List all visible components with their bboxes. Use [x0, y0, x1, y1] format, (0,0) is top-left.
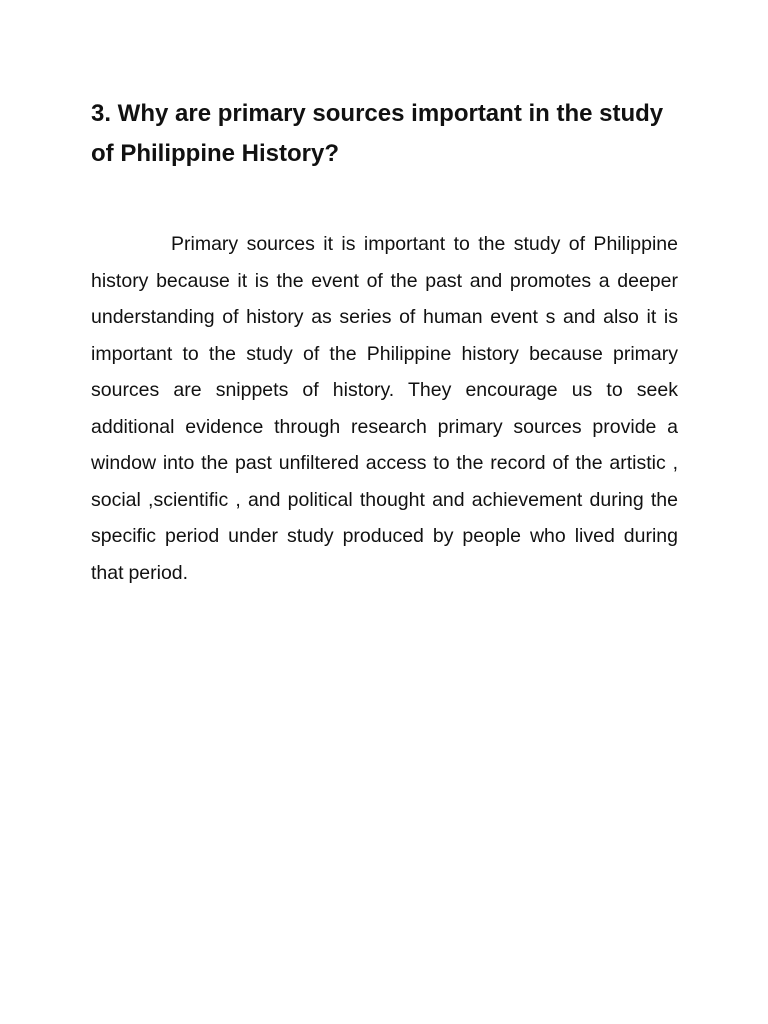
question-heading: 3. Why are primary sources important in the study of Philippine History?	[91, 100, 664, 167]
answer-paragraph: Primary sources it is important to the study of Philippine history because it is the event of the past and promotes a deeper understanding of history as series of human event s and also it is important to the study of the Philippine history because primary sources are snippets of history. They encourage us to seek additional evidence through research primary sources provide a window into the past unfiltered access to the record of the artistic , social ,scientific , and political thought and achievement during the specific period under study produced by people who lived during that period.	[91, 233, 678, 584]
